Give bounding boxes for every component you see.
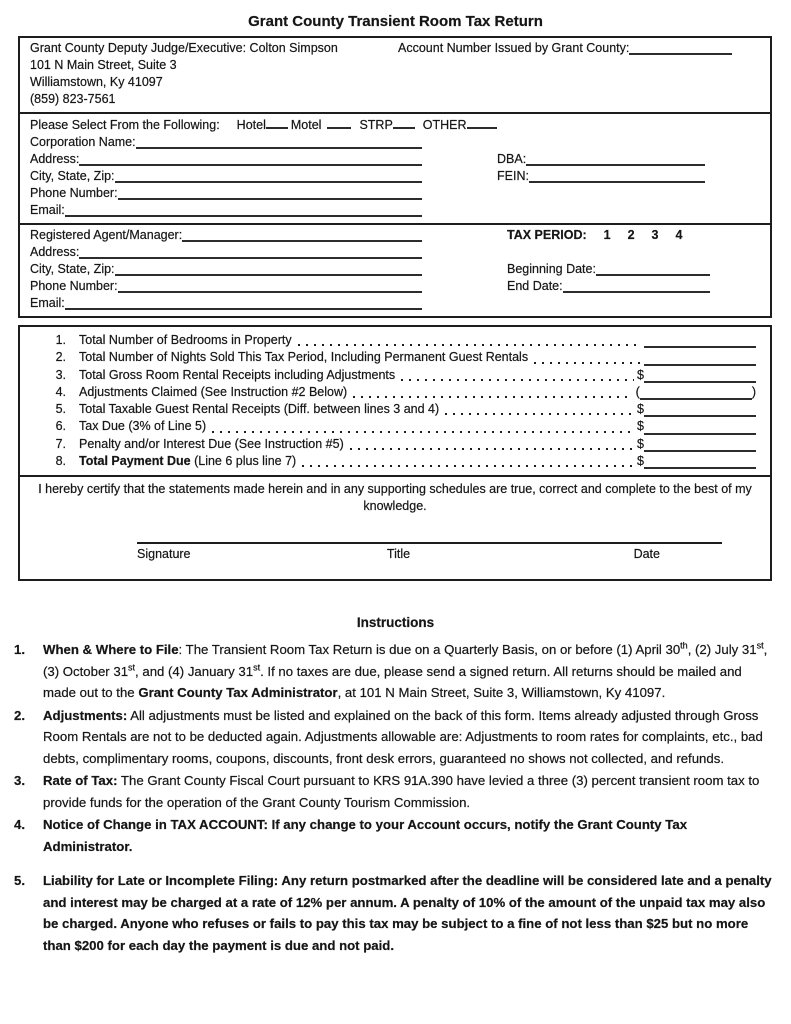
signature-labels [137,544,722,563]
other-checkline [467,116,497,129]
instruction-number: 2. [14,707,25,723]
tax-computation-box [18,325,772,581]
business-address-field [79,151,422,166]
instructions-heading: Instructions [356,615,435,631]
agent-city-field [115,261,422,276]
line-number: 4. [55,384,66,399]
office-address-block [30,40,398,108]
dot-leader [534,362,641,364]
instruction-text: Adjustments: All adjustments must be listed and explained on the back of this form. Items already adjusted through Gross Room Rentals are not to be deducted again. Adjustments allowable are: Adjustments to room rates for complaints, etc., bad debts, complimentary rooms, coupons, discounts, front desk errors, guaranteed no shows not collected, and refunds. [43,707,763,766]
amount-field [644,450,756,452]
amount-field [644,467,756,469]
dot-leader [350,448,634,450]
amount-field [644,433,756,435]
dot-leader [353,396,632,398]
account-number-label: Account Number Issued by Grant County: [398,41,630,55]
instruction-text: When & Where to File: The Transient Room Tax Return is due on a Quarterly Basis, on or before (1) April 30th, (2) July 31st, (3) October 31st, and (4) January 31st. If no taxes are due, please send a signed return. All returns should be mailed and made out to the Grant County Tax Administrator, at 101 N Main Street, Suite 3, Williamstown, Ky 41097. [43,640,768,701]
corporation-name-label: Corporation Name: [30,135,136,149]
business-email-label: Email: [30,203,65,217]
option-strp: STRP [359,118,393,132]
tax-period-3: 3 [651,228,659,242]
office-info-section [20,38,770,112]
amount-field [644,415,756,417]
amount-field [644,381,756,383]
tax-line-4 [20,384,770,401]
instruction-text: Liability for Late or Incomplete Filing: Any return postmarked after the deadline will be considered late and a penalty and interest may be charged at a rate of 12% per annum. A penalty of 10% of the amount of the unpaid tax may also be charged. Anyone who refuses or fails to pay this tax may be subject to a fine of not less than $25 but no more than $200 for each day the payment is due and not paid. [43,873,772,953]
business-address-label: Address: [30,152,80,166]
instruction-item-2 [14,705,777,770]
tax-line-6 [20,418,770,435]
tax-line-7 [20,436,770,453]
amount-prefix: ( [635,384,640,399]
amount-prefix: $ [637,419,644,434]
dot-leader [445,413,634,415]
amount-field [640,398,752,400]
tax-line-3 [20,367,770,384]
dot-leader [298,344,641,346]
form-title: Grant County Transient Room Tax Return [248,13,543,30]
tax-lines-section [20,327,770,475]
line-label: Adjustments Claimed (See Instruction #2 Below) [79,384,348,399]
line-number: 3. [55,367,66,382]
line-number: 8. [55,454,66,469]
registered-agent-label: Registered Agent/Manager: [30,228,183,242]
line-number: 1. [55,333,66,347]
amount-prefix: $ [637,436,644,451]
tax-line-5 [20,401,770,418]
agent-phone-field [118,278,422,293]
tax-line-2 [20,349,770,366]
tax-line-8 [20,453,770,470]
fein-label: FEIN: [497,169,529,183]
strp-checkline [393,116,415,129]
dba-label: DBA: [497,152,527,166]
amount-suffix: ) [751,384,756,399]
agent-city-label: City, State, Zip: [30,262,115,276]
office-city-line: Williamstown, Ky 41097 [30,75,163,89]
amount-field [644,364,756,366]
agent-address-field [79,244,422,259]
amount-field [644,346,756,348]
tax-period-row [507,227,760,244]
instruction-number: 1. [14,642,25,658]
agent-email-label: Email: [30,296,65,310]
agent-address-label: Address: [30,245,80,259]
agent-info-section [20,223,770,316]
motel-checkline [327,116,351,129]
instruction-text: Notice of Change in TAX ACCOUNT: If any change to your Account occurs, notify the Grant County Tax Administrator. [43,817,688,854]
line-label: Total Taxable Guest Rental Receipts (Diff. between lines 3 and 4) [79,402,440,417]
line-label: Tax Due (3% of Line 5) [79,419,207,434]
fein-field [529,168,705,183]
beginning-date-label: Beginning Date: [507,262,596,276]
line-number: 6. [55,419,66,434]
business-info-section [20,112,770,223]
certification-section [20,475,770,579]
tax-period-4: 4 [675,228,683,242]
option-motel: Motel [290,118,322,132]
office-official-line: Grant County Deputy Judge/Executive: Colton Simpson [30,41,338,55]
line-label: Total Number of Bedrooms in Property [79,333,292,347]
beginning-date-field [596,261,710,276]
instruction-item-3 [14,770,777,813]
end-date-label: End Date: [507,279,563,293]
amount-prefix: $ [637,402,644,417]
agent-phone-label: Phone Number: [30,279,118,293]
line-number: 2. [55,350,66,365]
account-number-field [629,40,732,55]
business-email-field [65,202,422,217]
line-label: Total Number of Nights Sold This Tax Period, Including Permanent Guest Rentals [79,350,529,365]
header-box [18,36,772,318]
instruction-item-1 [14,639,777,704]
tax-line-1 [20,332,770,349]
instruction-text: Rate of Tax: The Grant County Fiscal Court pursuant to KRS 91A.390 have levied a three (3) percent transient room tax to provide funds for the operation of the Grant County Tourism Commission. [43,773,760,810]
instruction-number: 5. [14,873,25,889]
line-label: Total Payment Due (Line 6 plus line 7) [79,454,297,469]
date-label: Date [633,547,660,562]
dot-leader [302,465,634,467]
business-city-label: City, State, Zip: [30,169,115,183]
dot-leader [401,379,634,381]
tax-period-2: 2 [627,228,635,242]
corporation-name-field [136,134,422,149]
end-date-field [563,278,710,293]
property-type-row [30,116,760,134]
option-hotel: Hotel [236,118,266,132]
instruction-item-5 [14,870,777,956]
hotel-checkline [266,116,288,129]
registered-agent-field [182,227,422,242]
business-phone-field [118,185,422,200]
business-phone-label: Phone Number: [30,186,118,200]
signature-label: Signature [137,547,191,562]
property-type-prompt: Please Select From the Following: [30,118,220,132]
line-number: 7. [55,436,66,451]
account-number-block [398,40,760,108]
option-other: OTHER [422,118,467,132]
tax-period-label: TAX PERIOD: [507,228,587,242]
amount-prefix: $ [637,367,644,382]
certification-statement: I hereby certify that the statements made herein and in any supporting schedules are true, correct and complete to the best of my knowledge. [38,482,752,514]
office-street-line: 101 N Main Street, Suite 3 [30,58,177,72]
instruction-item-4 [14,814,777,857]
instruction-number: 4. [14,817,25,833]
title-label: Title [386,547,411,562]
instruction-number: 3. [14,773,25,789]
amount-prefix: $ [637,454,644,469]
business-city-field [115,168,422,183]
dba-field [526,151,705,166]
line-number: 5. [55,402,66,417]
line-label: Penalty and/or Interest Due (See Instruction #5) [79,436,344,451]
agent-email-field [65,295,422,310]
signature-rule [137,542,722,563]
line-label: Total Gross Room Rental Receipts including Adjustments [79,367,396,382]
office-phone-line: (859) 823-7561 [30,92,116,106]
dot-leader [212,431,634,433]
tax-period-1: 1 [603,228,611,242]
